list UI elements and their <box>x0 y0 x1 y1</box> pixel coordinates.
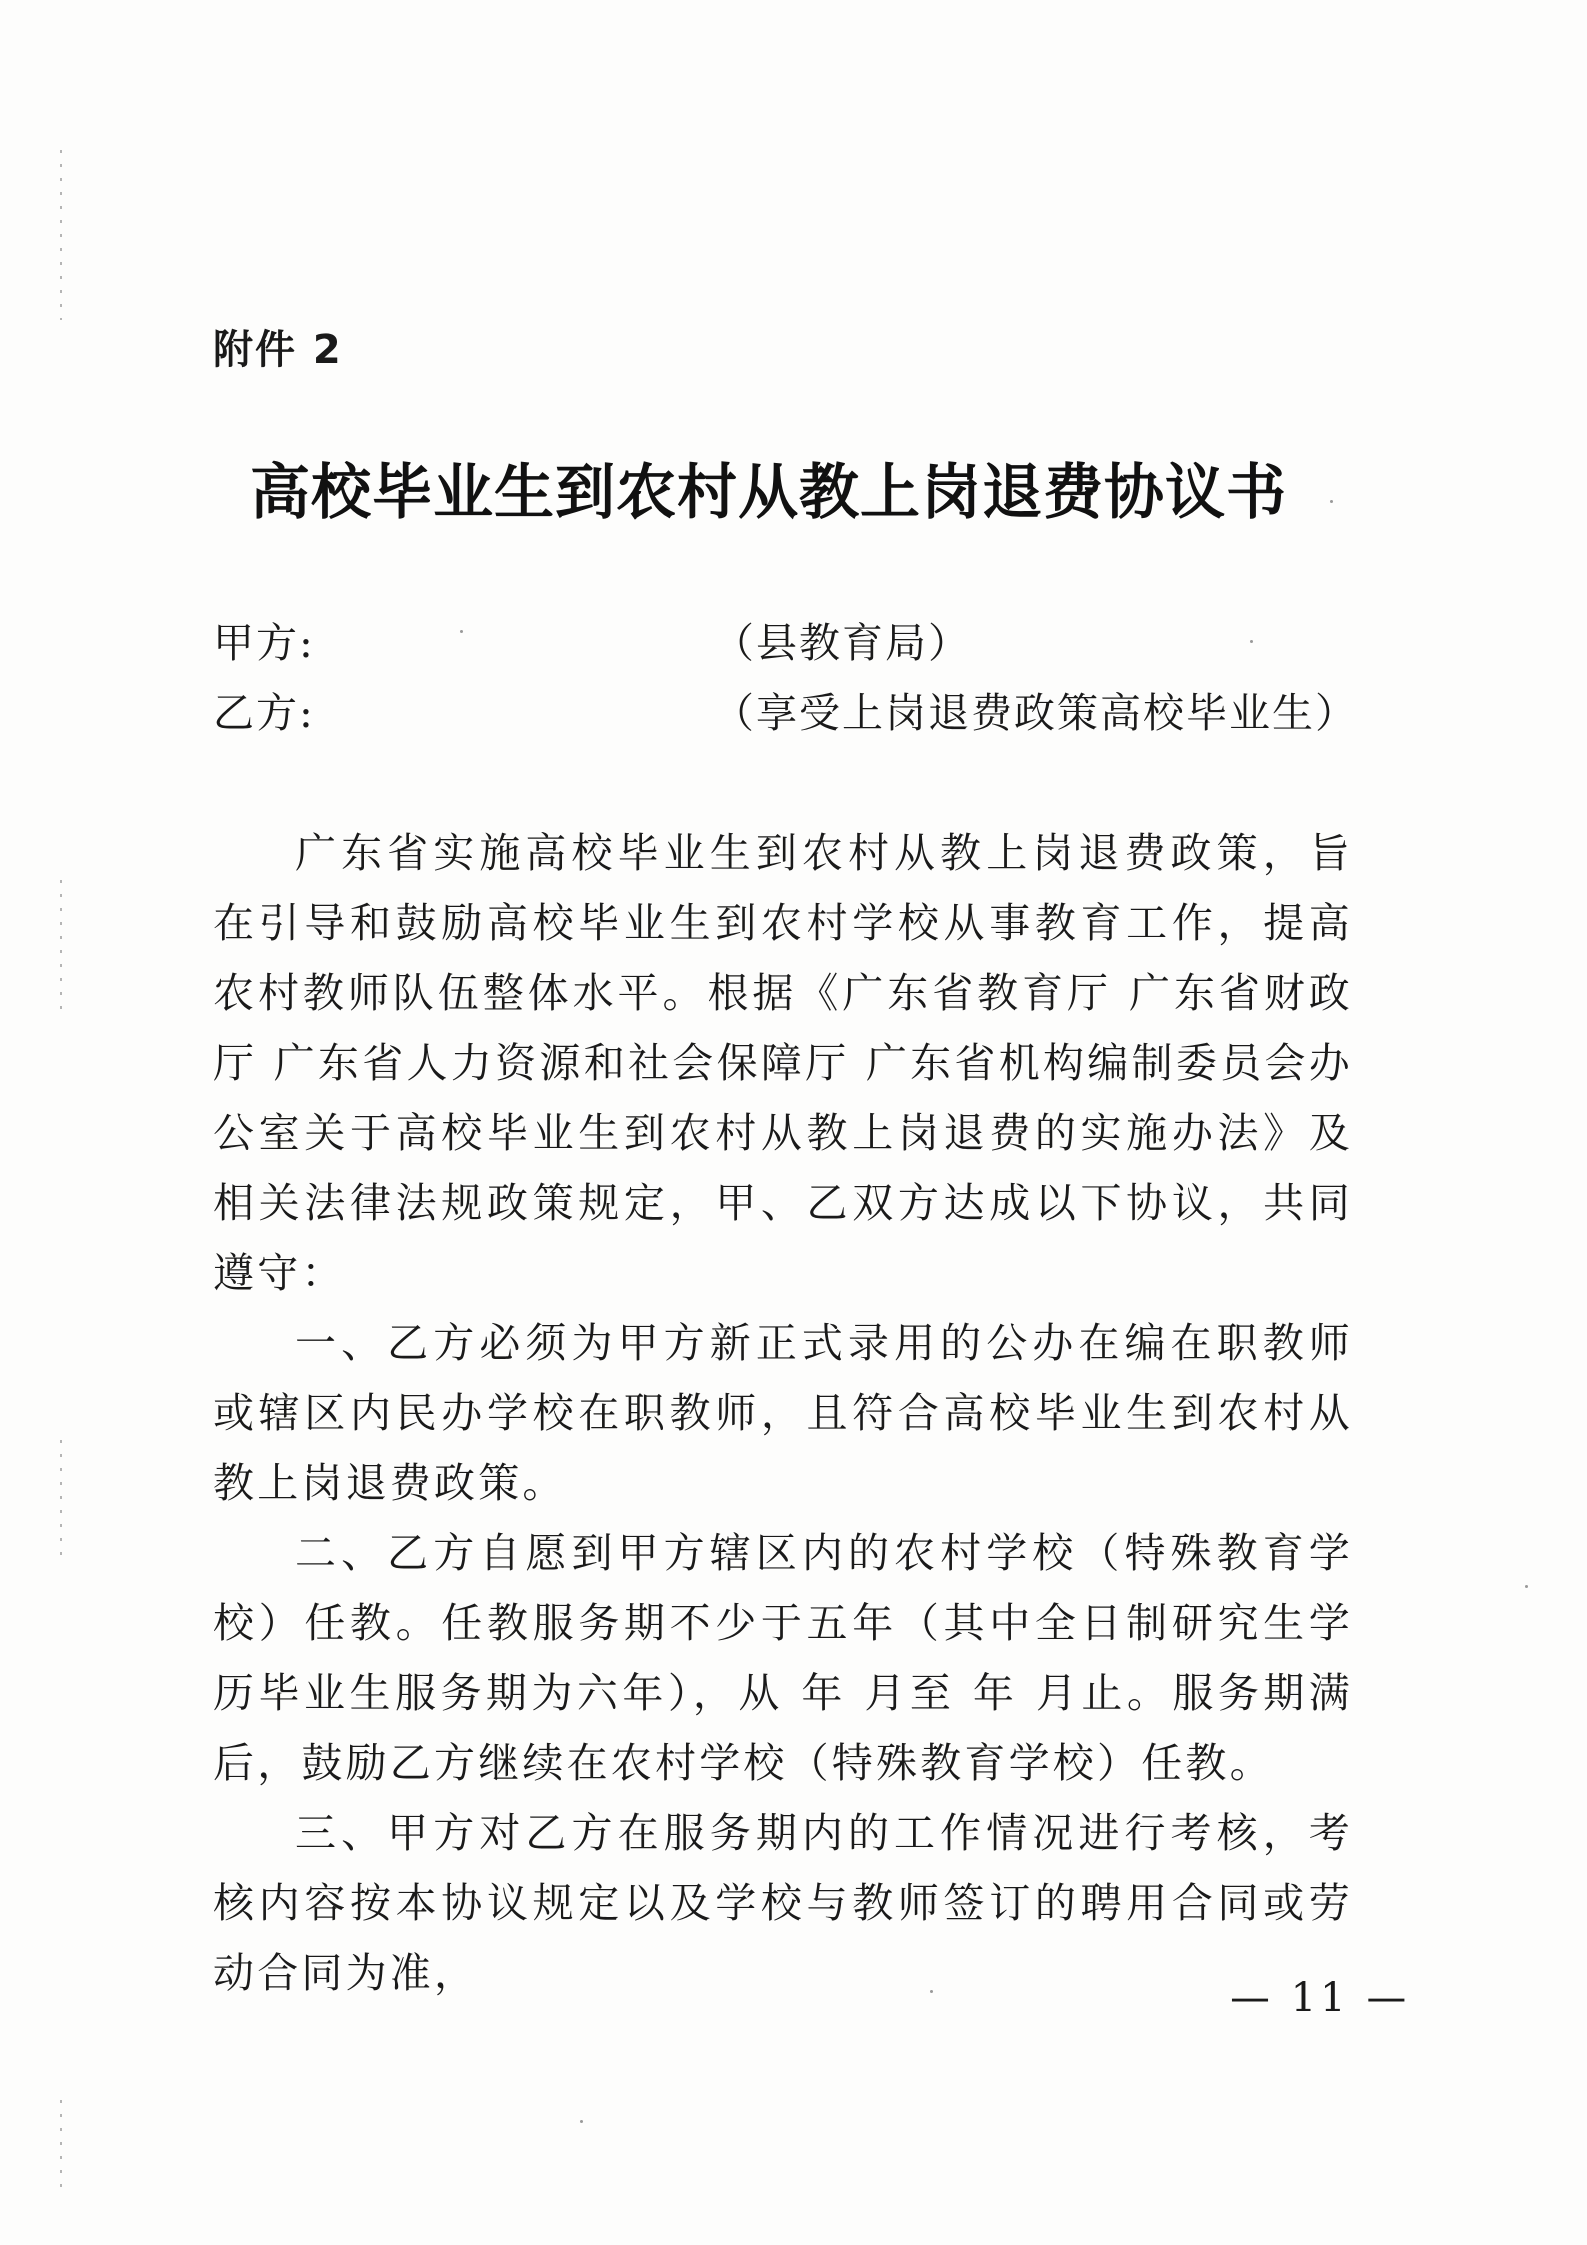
party-a-note: （县教育局） <box>713 619 971 667</box>
scan-speck <box>580 2120 583 2123</box>
page-number-value: 11 <box>1290 1975 1350 2021</box>
party-a-label: 甲方: <box>213 619 315 667</box>
party-a-row <box>213 610 1413 670</box>
clause-one-paragraph: 一、乙方必须为甲方新正式录用的公办在编在职教师或辖区内民办学校在职教师，且符合高校毕业生到农村从教上岗退费政策。 <box>213 1319 1353 1507</box>
scan-margin-marks <box>60 1440 62 1560</box>
party-b-row <box>213 680 1413 740</box>
clause-three-paragraph: 三、甲方对乙方在服务期内的工作情况进行考核，考核内容按本协议规定以及学校与教师签订的聘用合同或劳动合同为准， <box>213 1809 1353 1997</box>
party-b-label: 乙方: <box>213 689 315 737</box>
document-title: 高校毕业生到农村从教上岗退费协议书 <box>250 458 1287 528</box>
page-number-dash-right: — <box>1366 1975 1411 2021</box>
scan-margin-marks <box>60 150 62 320</box>
attachment-label: 附件 2 <box>213 327 343 373</box>
page-number <box>1230 1975 1410 2021</box>
scan-margin-marks <box>60 2100 62 2190</box>
clause-two-paragraph: 二、乙方自愿到甲方辖区内的农村学校（特殊教育学校）任教。任教服务期不少于五年（其中全日制研究生学历毕业生服务期为六年），从 年 月至 年 月止。服务期满后，鼓励乙方继续在农村学校（特殊教育学校）任教。 <box>213 1529 1353 1787</box>
scan-speck <box>1525 1585 1528 1588</box>
scan-margin-marks <box>60 880 62 1010</box>
intro-paragraph: 广东省实施高校毕业生到农村从教上岗退费政策，旨在引导和鼓励高校毕业生到农村学校从事教育工作，提高农村教师队伍整体水平。根据《广东省教育厅 广东省财政厅 广东省人力资源和社会保障厅 广东省机构编制委员会办公室关于高校毕业生到农村从教上岗退费的实施办法》及相关法律法规政策规定，甲、乙双方达成以下协议，共同遵守： <box>213 829 1353 1297</box>
page-number-dash-left: — <box>1230 1975 1274 2021</box>
agreement-body <box>213 818 1353 2008</box>
party-b-note: （享受上岗退费政策高校毕业生） <box>713 689 1358 737</box>
